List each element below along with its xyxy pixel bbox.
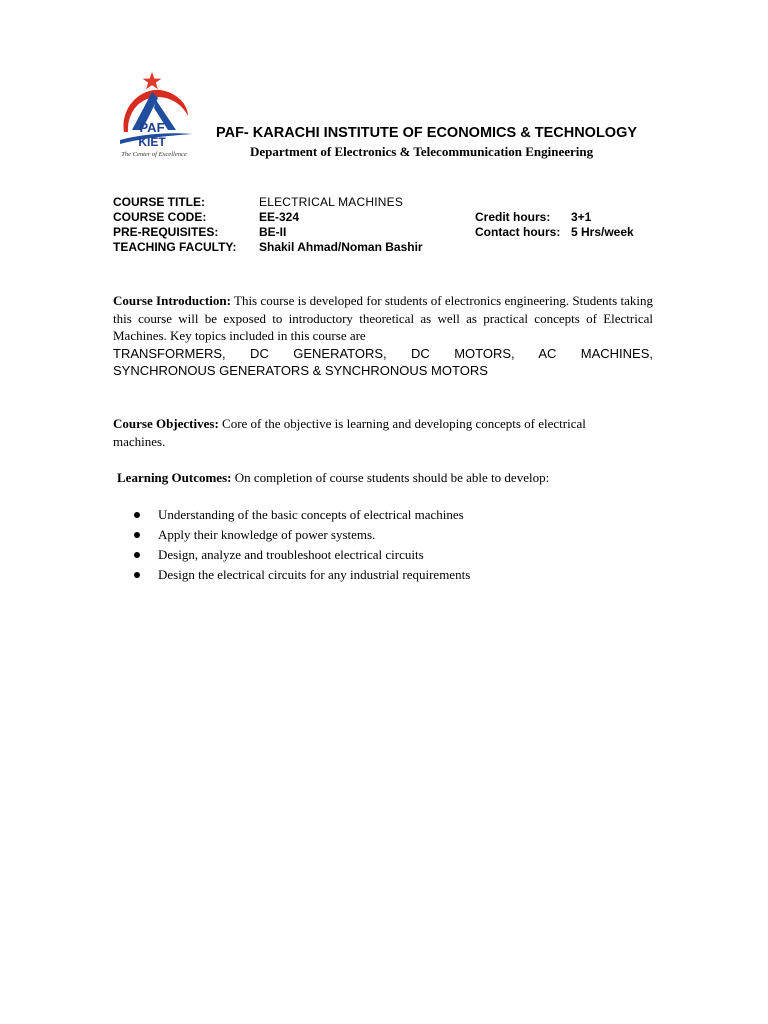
teaching-faculty-value: Shakil Ahmad/Noman Bashir — [259, 240, 423, 254]
star-icon — [143, 72, 162, 89]
contact-hours-label: Contact hours: — [475, 225, 561, 239]
institute-logo — [112, 70, 200, 160]
credit-hours-label: Credit hours: — [475, 210, 551, 224]
objectives-label: Course Objectives: — [113, 416, 219, 431]
list-item — [134, 505, 470, 525]
list-item-text: Apply their knowledge of power systems. — [158, 527, 376, 542]
introduction-topics-line1: TRANSFORMERS, DC GENERATORS, DC MOTORS, AC MACHINES, — [113, 345, 653, 361]
introduction-text: This course is developed for students of electronics engineering. Students taking this course will be exposed to introductory theoretical as well as practical concepts of Electrical Machines. Key topics included in this course are — [113, 293, 653, 343]
learning-outcomes — [117, 469, 657, 487]
outcomes-label: Learning Outcomes: — [117, 470, 232, 485]
logo-tagline: The Center of Excellence — [121, 151, 187, 158]
course-introduction — [113, 292, 653, 380]
list-item-text: Understanding of the basic concepts of electrical machines — [158, 507, 464, 522]
prerequisites-label: PRE-REQUISITES: — [113, 225, 219, 239]
course-title-value: ELECTRICAL MACHINES — [259, 195, 404, 209]
prerequisites-value: BE-II — [259, 225, 287, 239]
logo-text-top: PAF — [139, 120, 165, 135]
department-name: Department of Electronics & Telecommunication Engineering — [250, 144, 594, 159]
list-item — [134, 565, 470, 585]
teaching-faculty-label: TEACHING FACULTY: — [113, 240, 237, 254]
course-code-value: EE-324 — [259, 210, 300, 224]
bullet-icon — [134, 552, 140, 558]
credit-hours-value: 3+1 — [571, 210, 592, 224]
paf-kiet-logo-graphic — [112, 70, 200, 160]
course-objectives — [113, 415, 613, 450]
course-title-label: COURSE TITLE: — [113, 195, 205, 209]
introduction-topics-line2: SYNCHRONOUS GENERATORS & SYNCHRONOUS MOTORS — [113, 363, 488, 378]
list-item-text: Design, analyze and troubleshoot electrical circuits — [158, 547, 424, 562]
list-item — [134, 545, 470, 565]
contact-hours-value: 5 Hrs/week — [571, 225, 634, 239]
introduction-label: Course Introduction: — [113, 293, 231, 308]
outcomes-list — [134, 505, 470, 585]
bullet-icon — [134, 532, 140, 538]
bullet-icon — [134, 512, 140, 518]
logo-text-bottom: KIET — [138, 135, 166, 149]
list-item-text: Design the electrical circuits for any industrial requirements — [158, 567, 471, 582]
course-code-label: COURSE CODE: — [113, 210, 207, 224]
bullet-icon — [134, 572, 140, 578]
objectives-text: Core of the objective is learning and developing concepts of electrical machines. — [113, 416, 586, 449]
institute-name: PAF- KARACHI INSTITUTE OF ECONOMICS & TECHNOLOGY — [216, 125, 638, 141]
list-item — [134, 525, 470, 545]
outcomes-text: On completion of course students should be able to develop: — [234, 470, 550, 485]
